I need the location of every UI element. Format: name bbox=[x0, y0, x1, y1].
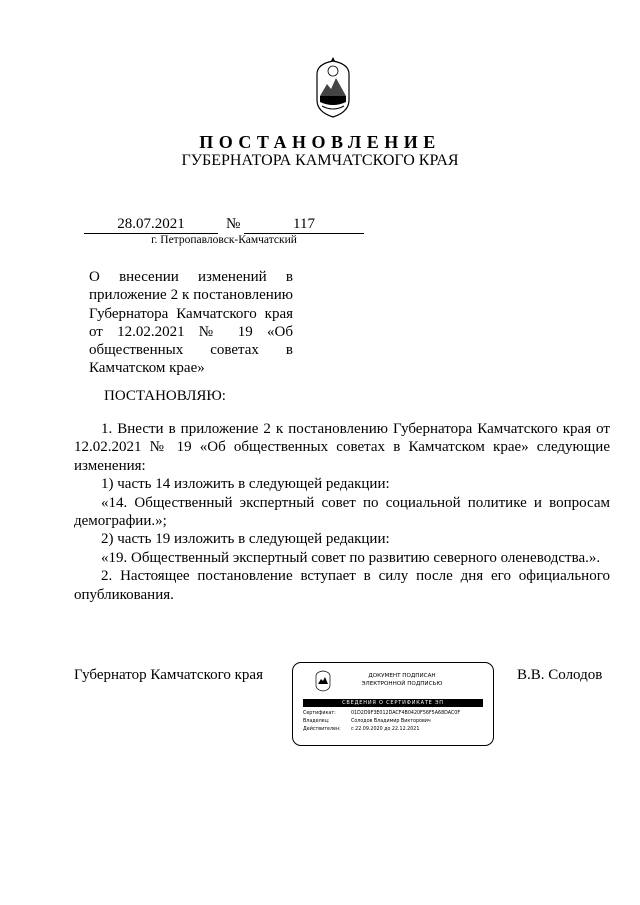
stamp-validity-row bbox=[303, 727, 419, 733]
stamp-row-value: с 22.09.2020 до 22.12.2021 bbox=[351, 727, 420, 732]
number-sign: № bbox=[226, 216, 241, 232]
body-paragraph: «14. Общественный экспертный совет по социальной политике и вопросам демографии.»; bbox=[74, 494, 610, 530]
electronic-signature-stamp bbox=[292, 662, 494, 746]
subject-line: приложение 2 к постановлению bbox=[89, 287, 293, 304]
signatory-name: В.В. Солодов bbox=[517, 667, 603, 683]
stamp-row-key: Сертификат: bbox=[303, 711, 336, 716]
document-date: 28.07.2021 bbox=[117, 216, 185, 232]
document-number: 117 bbox=[293, 216, 315, 232]
body-paragraph: «19. Общественный экспертный совет по развитию северного оленеводства.». bbox=[101, 549, 601, 566]
subject-line: общественных советах в bbox=[89, 342, 293, 359]
document-title: ПОСТАНОВЛЕНИЕ bbox=[199, 132, 441, 152]
subject-line: Губернатора Камчатского края bbox=[89, 305, 293, 322]
stamp-emblem-icon bbox=[315, 670, 331, 692]
body-paragraph: 1) часть 14 изложить в следующей редакции: bbox=[101, 476, 390, 493]
stamp-heading-line2: ЭЛЕКТРОННОЙ ПОДПИСЬЮ bbox=[361, 681, 443, 687]
document-subtitle: ГУБЕРНАТОРА КАМЧАТСКОГО КРАЯ bbox=[181, 152, 459, 169]
subject-line: Камчатском крае» bbox=[89, 360, 205, 377]
body-paragraph: 1. Внести в приложение 2 к постановлению Губернатора Камчатского края от 12.02.2021 № 19 «Об общественных советах в Камчатском крае» следующие изменения: bbox=[74, 421, 610, 474]
document-subject bbox=[89, 268, 293, 378]
subject-line: от 12.02.2021 № 19 «Об bbox=[89, 323, 293, 340]
stamp-certificate-row bbox=[303, 711, 460, 717]
coat-of-arms-icon bbox=[314, 56, 352, 118]
subject-line: О внесении изменений в bbox=[89, 269, 293, 285]
stamp-heading-line1: ДОКУМЕНТ ПОДПИСАН bbox=[368, 673, 436, 679]
stamp-heading bbox=[337, 672, 467, 688]
stamp-row-key: Действителен: bbox=[303, 727, 341, 732]
document-body bbox=[74, 420, 610, 604]
signatory-position: Губернатор Камчатского края bbox=[74, 667, 263, 683]
stamp-row-value: 01D2D9F3E012DACF4B0420F56F5A68DAC0F bbox=[351, 711, 461, 716]
stamp-owner-row bbox=[303, 719, 431, 725]
stamp-row-value: Солодов Владимир Викторович bbox=[351, 719, 431, 724]
stamp-certificate-bar: СВЕДЕНИЯ О СЕРТИФИКАТЕ ЭП bbox=[303, 699, 483, 707]
document-city: г. Петропавловск-Камчатский bbox=[151, 234, 297, 246]
body-paragraph: 2. Настоящее постановление вступает в силу после дня его официального опубликования. bbox=[74, 568, 610, 603]
decree-word: ПОСТАНОВЛЯЮ: bbox=[104, 388, 226, 404]
stamp-row-key: Владелец: bbox=[303, 719, 330, 724]
body-paragraph: 2) часть 19 изложить в следующей редакции: bbox=[101, 531, 390, 548]
